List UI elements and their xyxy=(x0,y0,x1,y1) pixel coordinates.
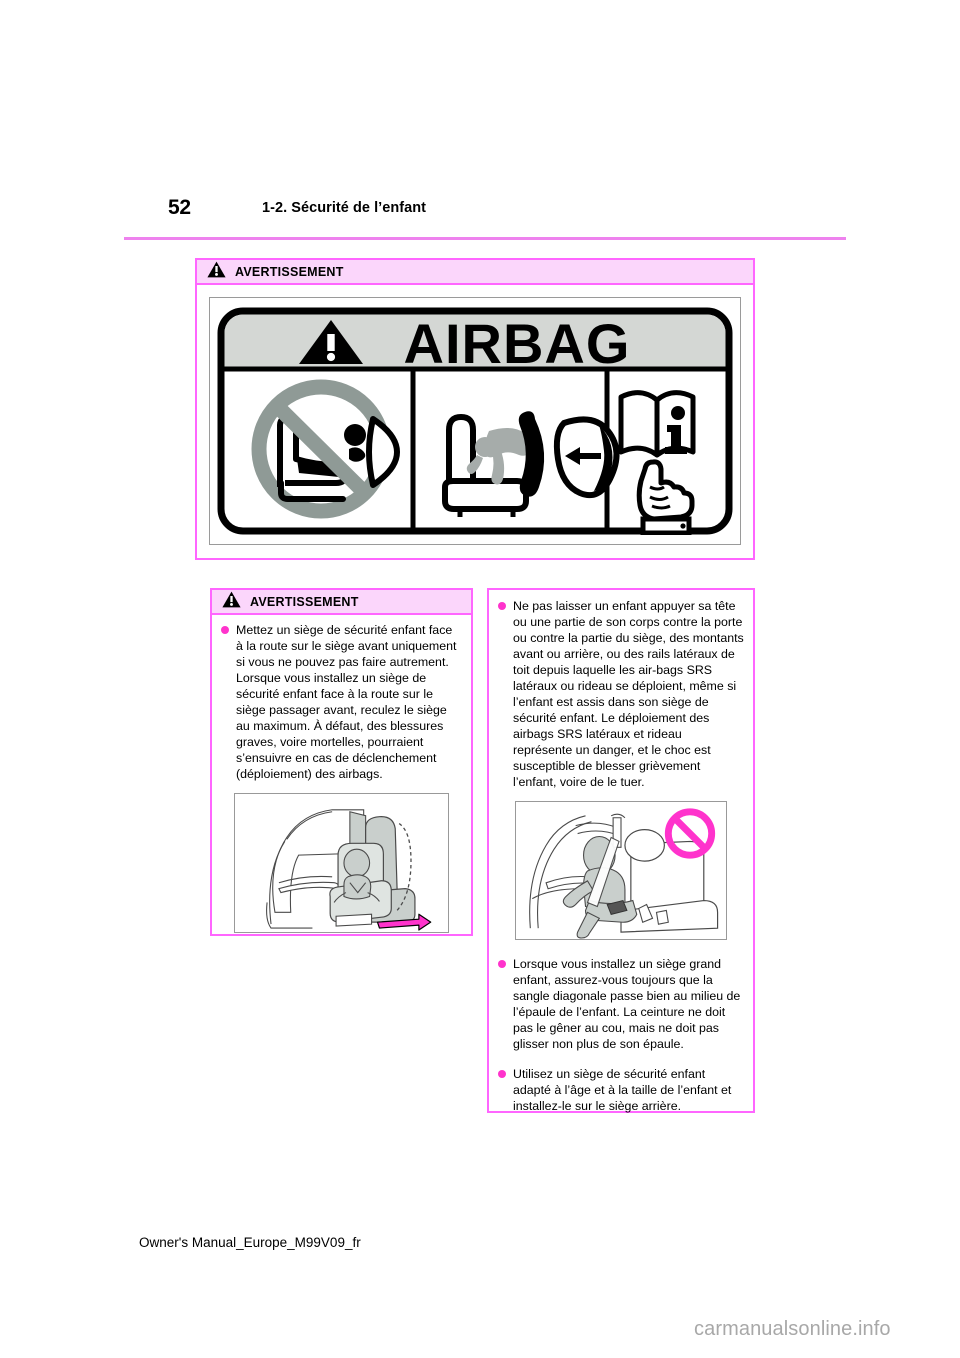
warning-bullet xyxy=(498,956,744,1052)
airbag-label-frame xyxy=(209,297,741,545)
bullet-dot-icon xyxy=(498,602,506,610)
warning-bullet xyxy=(221,622,462,782)
svg-text:AIRBAG: AIRBAG xyxy=(403,312,631,375)
warning-bullet-text: Lorsque vous installez un siège grand enfant, assurez-vous toujours que la sangle diagonale passe bien au milieu de l’épaule de l’enfant. La ceinture ne doit pas le gêner au cou, mais ne doit pas glisser non plus de son épaule. xyxy=(513,957,741,1051)
page-header xyxy=(0,196,960,248)
warning-header-label: AVERTISSEMENT xyxy=(235,264,344,279)
warning-triangle-icon xyxy=(207,261,226,283)
top-warning-box xyxy=(195,258,755,560)
page-number: 52 xyxy=(168,196,191,219)
warning-header xyxy=(212,590,471,615)
header-divider xyxy=(124,237,846,240)
bullet-dot-icon xyxy=(498,1070,506,1078)
child-seat-front-passenger-illustration xyxy=(234,793,449,933)
right-warning-box xyxy=(487,588,755,1113)
read-manual-book-icon xyxy=(621,393,693,455)
airbag-warning-label-graphic xyxy=(217,307,733,535)
warning-body xyxy=(489,590,753,1123)
warning-bullet-text: Ne pas laisser un enfant appuyer sa tête ou une partie de son corps contre la porte ou contre la partie du siège, des montants avant ou arrière, ou des rails latéraux de toit depuis laquelle les air-bags SRS latéraux ou rideau se déploient, même si l’enfant est assis dans son siège de sécurité enfant. Le déploiement des airbags SRS latéraux et rideau représente un danger, et le choc est susceptible de blesser grièvement l’enfant, voire de le tuer. xyxy=(513,599,744,789)
warning-bullet xyxy=(498,1066,744,1114)
document-id-footer: Owner's Manual_Europe_M99V09_fr xyxy=(139,1235,361,1250)
warning-header-label: AVERTISSEMENT xyxy=(250,594,359,609)
warning-triangle-icon xyxy=(222,591,241,613)
chapter-title: 1-2. Sécurité de l’enfant xyxy=(262,200,427,216)
bullet-dot-icon xyxy=(498,960,506,968)
child-leaning-against-door-illustration xyxy=(515,801,727,940)
warning-bullet-text: Utilisez un siège de sécurité enfant adapté à l’âge et à la taille de l’enfant et installez-le sur le siège arrière. xyxy=(513,1067,732,1113)
warning-bullet xyxy=(498,598,744,790)
site-watermark: carmanualsonline.info xyxy=(694,1318,891,1340)
warning-header xyxy=(197,260,753,285)
warning-body xyxy=(212,615,471,941)
warning-bullet-text: Mettez un siège de sécurité enfant face à la route sur le siège avant uniquement si vous ne pouvez pas faire autrement. Lorsque vous installez un siège de sécurité enfant face à la route sur le siège passager avant, reculez le siège au maximum. À défaut, des blessures graves, voire mortelles, pourraient s’ensuivre en cas de déclenchement (déploiement) des airbags. xyxy=(236,623,457,781)
bullet-dot-icon xyxy=(221,626,229,634)
left-warning-box xyxy=(210,588,473,936)
